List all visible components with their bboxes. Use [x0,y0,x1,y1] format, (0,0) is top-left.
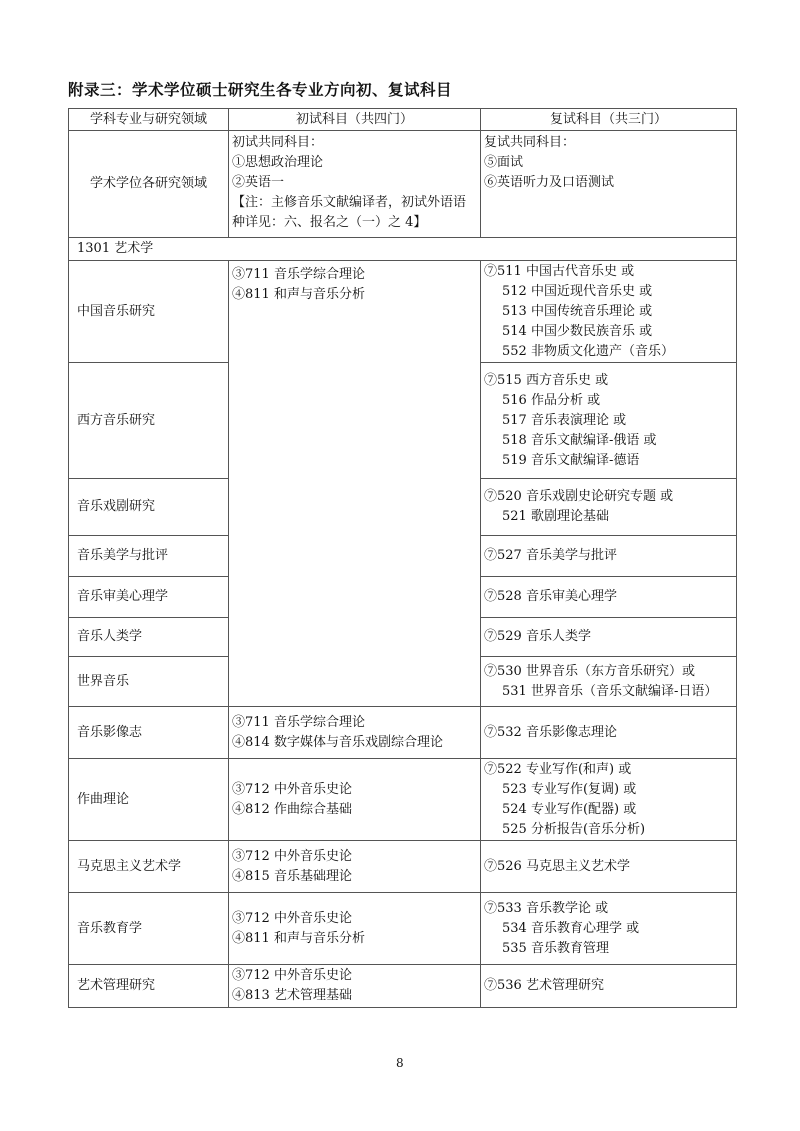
subject-line: ④811 和声与音乐分析 [232,930,365,946]
subject-line: ⑦526 马克思主义艺术学 [484,858,630,874]
subject-line: ⑦527 音乐美学与批评 [484,548,617,563]
subject-line: 517 音乐表演理论 或 [502,412,627,428]
retest-cell [481,261,737,363]
subject-line: ⑦515 西方音乐史 或 [484,372,609,388]
initial-cell [229,965,481,1008]
subject-line: 521 歌剧理论基础 [502,509,609,524]
subject-line: 552 非物质文化遗产（音乐） [502,343,674,359]
table-row [69,707,737,759]
retest-cell [481,618,737,657]
field-cell: 音乐审美心理学 [69,577,229,618]
retest-cell [481,965,737,1008]
subject-line: ④811 和声与音乐分析 [232,287,365,302]
field-cell: 音乐教育学 [69,893,229,965]
shared-initial-cell [229,261,481,707]
common-row [69,131,737,238]
retest-cell [481,707,737,759]
subject-line: ⑦529 音乐人类学 [484,629,591,644]
initial-cell [229,707,481,759]
common-initial-line: 初试共同科目： [232,135,324,150]
common-retest-line: ⑤面试 [484,155,524,170]
common-retest [481,131,737,238]
field-cell: 马克思主义艺术学 [69,841,229,893]
subject-line: ⑦511 中国古代音乐史 或 [484,263,635,279]
table-row [69,261,737,363]
subject-line: 519 音乐文献编译-德语 [502,452,640,468]
table-row [69,759,737,841]
table-row [69,841,737,893]
subject-line: 514 中国少数民族音乐 或 [502,323,653,339]
field-cell: 音乐戏剧研究 [69,479,229,536]
field-cell: 音乐影像志 [69,707,229,759]
field-cell: 音乐人类学 [69,618,229,657]
retest-cell [481,536,737,577]
initial-cell [229,841,481,893]
table-row [69,965,737,1008]
initial-cell [229,893,481,965]
field-cell: 作曲理论 [69,759,229,841]
initial-cell [229,759,481,841]
subject-line: ⑦536 艺术管理研究 [484,978,604,993]
header-field: 学科专业与研究领域 [69,109,229,131]
field-cell: 艺术管理研究 [69,965,229,1008]
subject-line: ⑦522 专业写作(和声) 或 [484,761,632,777]
subject-line: ⑦530 世界音乐（东方音乐研究）或 [484,663,695,679]
subject-line: ③712 中外音乐史论 [232,910,352,926]
subject-line: 531 世界音乐（音乐文献编译-日语） [502,683,718,699]
retest-cell [481,479,737,536]
header-retest: 复试科目（共三门） [481,109,737,131]
subject-line: ⑦520 音乐戏剧史论研究专题 或 [484,489,674,504]
page-title: 附录三：学术学位硕士研究生各专业方向初、复试科目 [68,80,453,99]
page-number: 8 [396,1056,404,1070]
common-initial [229,131,481,238]
common-retest-line: 复试共同科目： [484,135,576,150]
table-row [69,893,737,965]
subject-line: 523 专业写作(复调) 或 [502,781,637,797]
field-cell: 西方音乐研究 [69,363,229,479]
subject-line: 535 音乐教育管理 [502,940,609,956]
common-initial-line: ②英语一 [232,175,285,190]
subject-line: 524 专业写作(配器) 或 [502,801,637,817]
retest-cell [481,893,737,965]
subject-line: 512 中国近现代音乐史 或 [502,283,653,299]
subject-line: ⑦532 音乐影像志理论 [484,724,617,740]
subject-line: 516 作品分析 或 [502,392,601,408]
subject-line: ③712 中外音乐史论 [232,968,352,983]
subject-line: ③712 中外音乐史论 [232,848,352,864]
section-row [69,238,737,261]
section-title: 1301 艺术学 [69,238,737,261]
subject-line: ④813 艺术管理基础 [232,988,352,1003]
common-initial-line: ①思想政治理论 [232,155,324,170]
subjects-table [68,108,737,1008]
field-cell: 中国音乐研究 [69,261,229,363]
subject-line: ④815 音乐基础理论 [232,868,352,884]
common-initial-note: 【注：主修音乐文献编译者，初试外语语 [232,195,467,210]
common-retest-line: ⑥英语听力及口语测试 [484,175,615,190]
retest-cell [481,657,737,707]
subject-line: ③712 中外音乐史论 [232,781,352,797]
subject-line: ④812 作曲综合基础 [232,801,352,817]
retest-cell [481,759,737,841]
subject-line: ③711 音乐学综合理论 [232,714,365,730]
table-header-row [69,109,737,131]
subject-line: ⑦528 音乐审美心理学 [484,589,617,604]
subject-line: ③711 音乐学综合理论 [232,267,365,282]
common-field: 学术学位各研究领域 [69,131,229,238]
retest-cell [481,841,737,893]
subject-line: ⑦533 音乐教学论 或 [484,900,609,916]
subject-line: 525 分析报告(音乐分析) [502,821,646,837]
header-initial: 初试科目（共四门） [229,109,481,131]
retest-cell [481,363,737,479]
subject-line: 513 中国传统音乐理论 或 [502,303,653,319]
retest-cell [481,577,737,618]
subject-line: 518 音乐文献编译-俄语 或 [502,432,657,448]
subject-line: ④814 数字媒体与音乐戏剧综合理论 [232,734,443,750]
subject-line: 534 音乐教育心理学 或 [502,920,640,936]
common-initial-note: 种详见：六、报名之（一）之 4】 [232,215,427,230]
field-cell: 音乐美学与批评 [69,536,229,577]
field-cell: 世界音乐 [69,657,229,707]
